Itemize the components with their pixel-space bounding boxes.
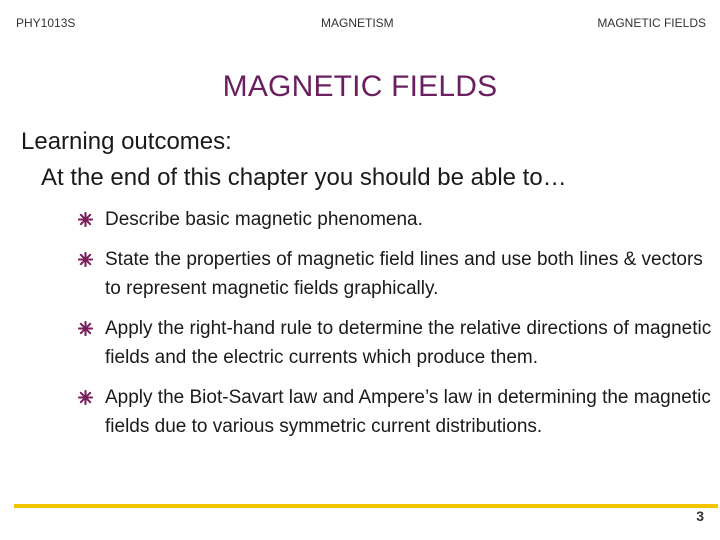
footer-divider: [14, 504, 718, 508]
slide-title: MAGNETIC FIELDS: [222, 70, 498, 103]
chapter-label: MAGNETIC FIELDS: [597, 16, 706, 30]
course-code: PHY1013S: [16, 16, 76, 30]
outcome-text: State the properties of magnetic field lines and use both lines & vectors to represent magnetic fields graphically.: [105, 249, 703, 299]
learning-outcomes-heading: Learning outcomes:: [21, 128, 232, 155]
list-item: [78, 383, 718, 441]
outcome-text: Apply the right-hand rule to determine the relative directions of magnetic fields and the electric currents which produce them.: [105, 318, 712, 368]
asterisk-bullet-icon: [78, 321, 93, 336]
list-item: [78, 205, 718, 234]
topic-label: MAGNETISM: [321, 16, 394, 30]
asterisk-bullet-icon: [78, 390, 93, 405]
page-number: 3: [696, 508, 704, 524]
outcome-text: Apply the Biot-Savart law and Ampere’s law in determining the magnetic fields due to various symmetric current distributions.: [105, 387, 711, 437]
list-item: [78, 245, 718, 303]
outcome-text: Describe basic magnetic phenomena.: [105, 209, 423, 230]
list-item: [78, 314, 718, 372]
asterisk-bullet-icon: [78, 252, 93, 267]
learning-outcomes-intro: At the end of this chapter you should be able to…: [41, 164, 567, 191]
outcomes-list: [78, 205, 718, 452]
asterisk-bullet-icon: [78, 212, 93, 227]
